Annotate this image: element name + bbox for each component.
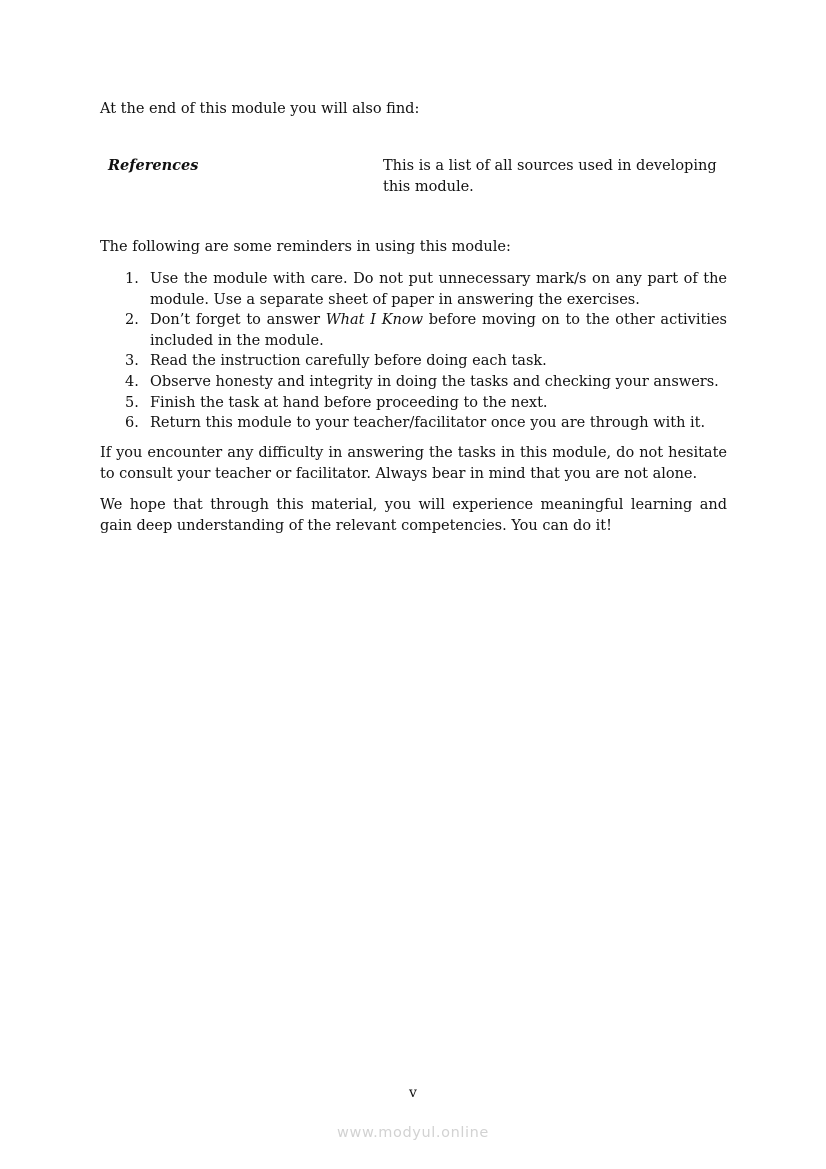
reminder-text-before: Don’t forget to answer [150, 312, 326, 329]
page-number: v [409, 1085, 417, 1101]
reminder-text: Use the module with care. Do not put unnecessary mark/s on any part of the module. Use a separate sheet of paper in answering the exercises. [150, 271, 727, 308]
reminder-text: Observe honesty and integrity in doing the tasks and checking your answers. [150, 373, 719, 390]
difficulty-paragraph: If you encounter any difficulty in answering the tasks in this module, do not hesitate to consult your teacher or facilitator. Always bear in mind that you are not alone. [100, 445, 727, 482]
what-i-know-emphasis: What I Know [325, 312, 424, 329]
reminder-text-after: before moving on to the other activities included in the module. [150, 312, 727, 349]
reminder-item-1 [100, 269, 727, 310]
references-row [108, 156, 748, 200]
closing-paragraph: We hope that through this material, you will experience meaningful learning and gain deep understanding of the relevant competencies. You can do it! [100, 497, 727, 534]
reminder-number: 4. [125, 373, 139, 390]
reminders-list [100, 269, 727, 434]
reminder-text: Finish the task at hand before proceeding to the next. [150, 394, 548, 411]
reminder-item-5 [100, 393, 727, 414]
reminder-text: Read the instruction carefully before doing each task. [150, 353, 547, 370]
reminders-intro: The following are some reminders in using this module: [100, 239, 511, 255]
reminder-item-3 [100, 351, 727, 372]
reminder-number: 1. [125, 271, 139, 287]
reminder-item-4 [100, 372, 727, 393]
watermark: www.modyul.online [337, 1125, 489, 1141]
reminder-number: 6. [125, 415, 139, 432]
reminder-number: 2. [125, 312, 139, 329]
reminder-text: Return this module to your teacher/facilitator once you are through with it. [150, 415, 706, 432]
reminder-item-6 [100, 413, 727, 434]
intro-text: At the end of this module you will also find: [100, 101, 420, 117]
references-description: This is a list of all sources used in developing this module. [383, 158, 717, 195]
reminder-number: 5. [125, 394, 139, 411]
reminder-number: 3. [125, 353, 139, 370]
reminder-item-2 [100, 310, 727, 351]
references-term: References [108, 157, 199, 174]
